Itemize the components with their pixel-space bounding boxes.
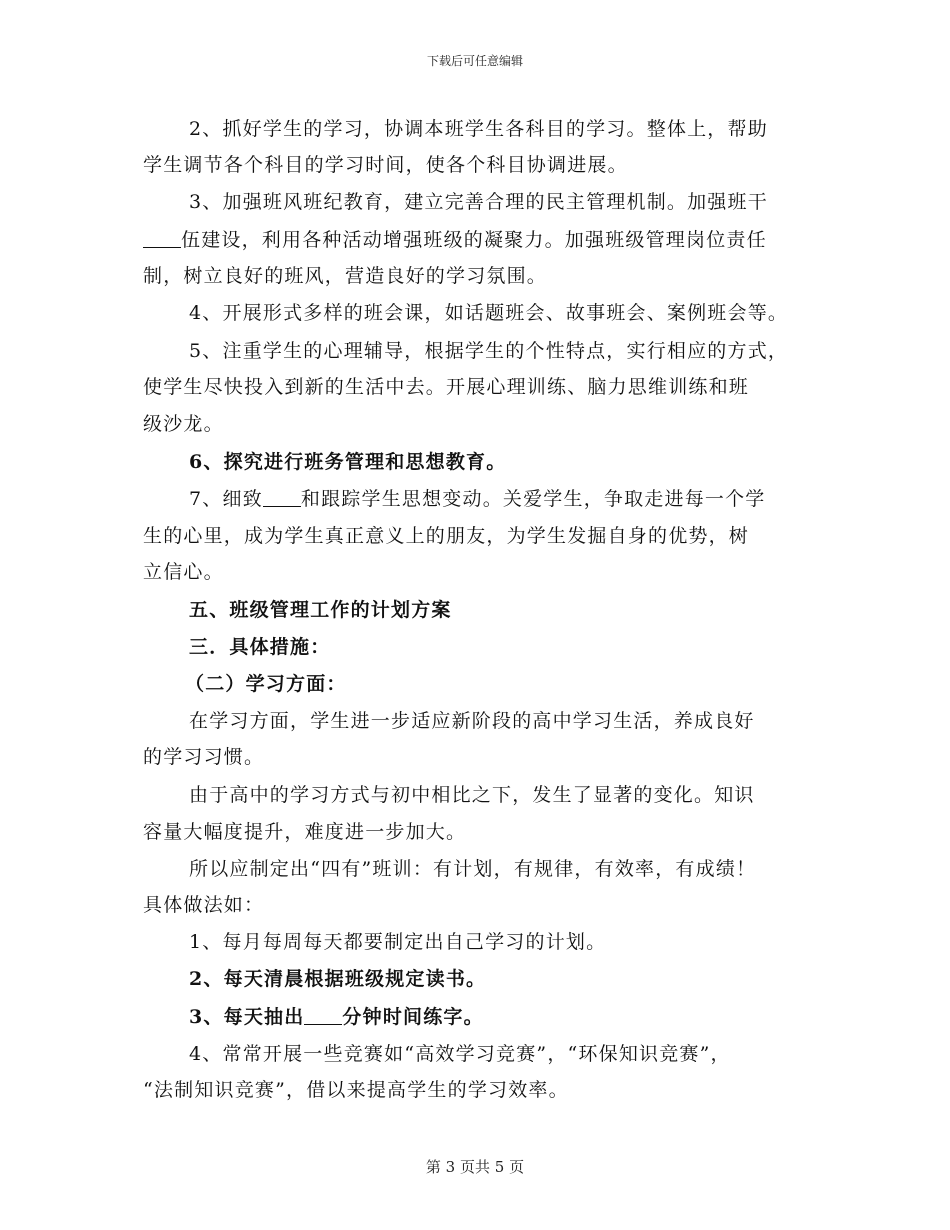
paragraph-line: 3、加强班风班纪教育，建立完善合理的民主管理机制。加强班干: [189, 191, 768, 213]
section-heading: 三．具体措施：: [189, 636, 331, 658]
paragraph-line: 由于高中的学习方式与初中相比之下，发生了显著的变化。知识: [189, 784, 755, 806]
page-header: 下载后可任意编辑: [426, 54, 523, 68]
paragraph-line: 4、常常开展一些竞赛如“高效学习竞赛”，“环保知识竞赛”，: [189, 1043, 731, 1065]
paragraph-line: 在学习方面，学生进一步适应新阶段的高中学习生活，养成良好: [189, 710, 755, 732]
section-heading: （二）学习方面：: [185, 673, 347, 695]
paragraph-line: “法制知识竞赛”，借以来提高学生的学习效率。: [143, 1079, 569, 1101]
section-heading: 五、班级管理工作的计划方案: [189, 599, 452, 621]
bold-list-item: [189, 1005, 484, 1029]
paragraph-line: 使学生尽快投入到新的生活中去。开展心理训练、脑力思维训练和班: [143, 376, 750, 398]
fill-blank: [143, 229, 181, 248]
paragraph-line: 1、每月每周每天都要制定出自己学习的计划。: [189, 931, 607, 953]
page-footer: 第 3 页共 5 页: [425, 1158, 525, 1176]
fill-blank: [263, 488, 301, 507]
paragraph-line: 制，树立良好的班风，营造良好的学习氛围。: [143, 265, 548, 287]
paragraph-line: 5、注重学生的心理辅导，根据学生的个性特点，实行相应的方式，: [189, 340, 789, 362]
line-text: 3、每天抽出: [189, 1006, 305, 1028]
paragraph-line: [189, 487, 766, 511]
bold-list-item: 2、每天清晨根据班级规定读书。: [189, 968, 487, 990]
paragraph-line: 具体做法如：: [143, 894, 265, 916]
paragraph-line: 生的心里，成为学生真正意义上的朋友，为学生发掘自身的优势，树: [143, 525, 750, 547]
paragraph-line: 学生调节各个科目的学习时间，使各个科目协调进展。: [143, 154, 628, 176]
paragraph-line: 的学习习惯。: [143, 746, 265, 768]
line-text: 7、细致: [189, 488, 263, 510]
paragraph-line: 4、开展形式多样的班会课，如话题班会、故事班会、案例班会等。: [189, 302, 789, 324]
fill-blank: [304, 1006, 342, 1025]
line-text: 伍建设，利用各种活动增强班级的凝聚力。加强班级管理岗位责任: [181, 229, 767, 251]
bold-heading-line: 6、探究进行班务管理和思想教育。: [189, 451, 507, 473]
paragraph-line: 容量大幅度提升，难度进一步加大。: [143, 821, 467, 843]
paragraph-line: 立信心。: [143, 561, 224, 583]
paragraph-line: [143, 228, 767, 252]
paragraph-line: 级沙龙。: [143, 413, 224, 435]
line-text: 和跟踪学生思想变动。关爱学生，争取走进每一个学: [300, 488, 766, 510]
paragraph-line: 2、抓好学生的学习，协调本班学生各科目的学习。整体上，帮助: [189, 118, 768, 140]
line-text: 分钟时间练字。: [342, 1006, 484, 1028]
paragraph-line: 所以应制定出“四有”班训：有计划，有规律，有效率，有成绩！: [189, 858, 757, 880]
